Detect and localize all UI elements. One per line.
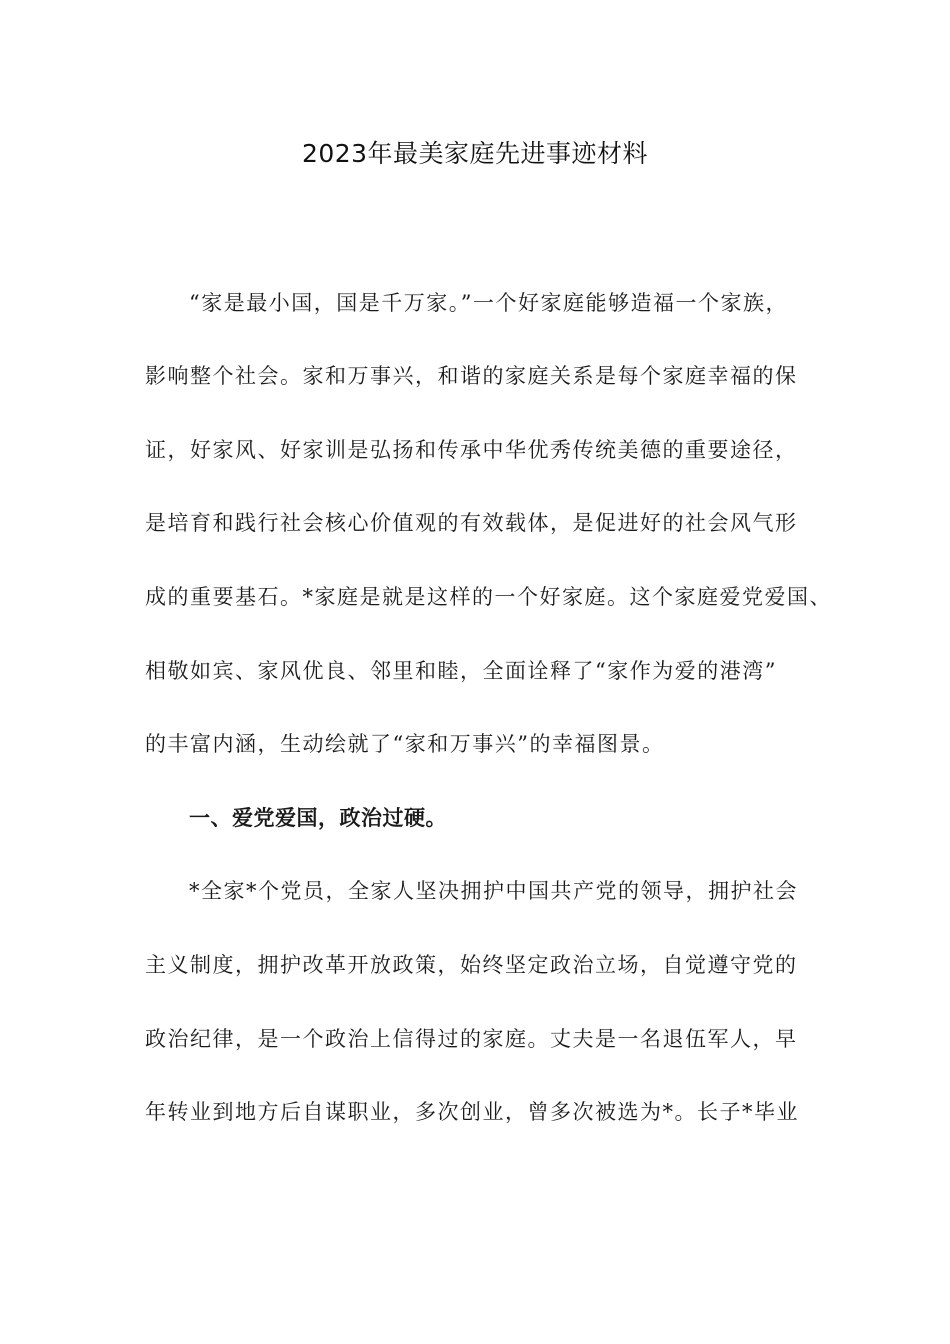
paragraph-2-line-1: *全家*个党员，全家人坚决拥护中国共产党的领导，拥护社会 <box>189 879 798 903</box>
section-heading-1: 一、爱党爱国，政治过硬。 <box>189 806 447 830</box>
paragraph-2-line-3: 政治纪律，是一个政治上信得过的家庭。丈夫是一名退伍军人，早 <box>145 1027 798 1051</box>
paragraph-1-line-6: 相敬如宾、家风优良、邻里和睦，全面诠释了“家作为爱的港湾” <box>145 659 777 683</box>
paragraph-1-line-4: 是培育和践行社会核心价值观的有效载体，是促进好的社会风气形 <box>145 511 798 535</box>
paragraph-1-line-1: “家是最小国，国是千万家。”一个好家庭能够造福一个家族， <box>189 291 788 315</box>
paragraph-1-line-3: 证，好家风、好家训是弘扬和传承中华优秀传统美德的重要途径， <box>145 438 798 462</box>
document-title: 2023年最美家庭先进事迹材料 <box>301 139 649 168</box>
paragraph-2-line-4: 年转业到地方后自谋职业，多次创业，曾多次被选为*。长子*毕业 <box>145 1100 799 1124</box>
paragraph-1-line-7: 的丰富内涵，生动绘就了“家和万事兴”的幸福图景。 <box>145 732 665 756</box>
paragraph-1-line-5: 成的重要基石。*家庭是就是这样的一个好家庭。这个家庭爱党爱国、 <box>145 585 832 609</box>
paragraph-1-line-2: 影响整个社会。家和万事兴，和谐的家庭关系是每个家庭幸福的保 <box>145 364 798 388</box>
paragraph-2-line-2: 主义制度，拥护改革开放政策，始终坚定政治立场，自觉遵守党的 <box>145 953 798 977</box>
